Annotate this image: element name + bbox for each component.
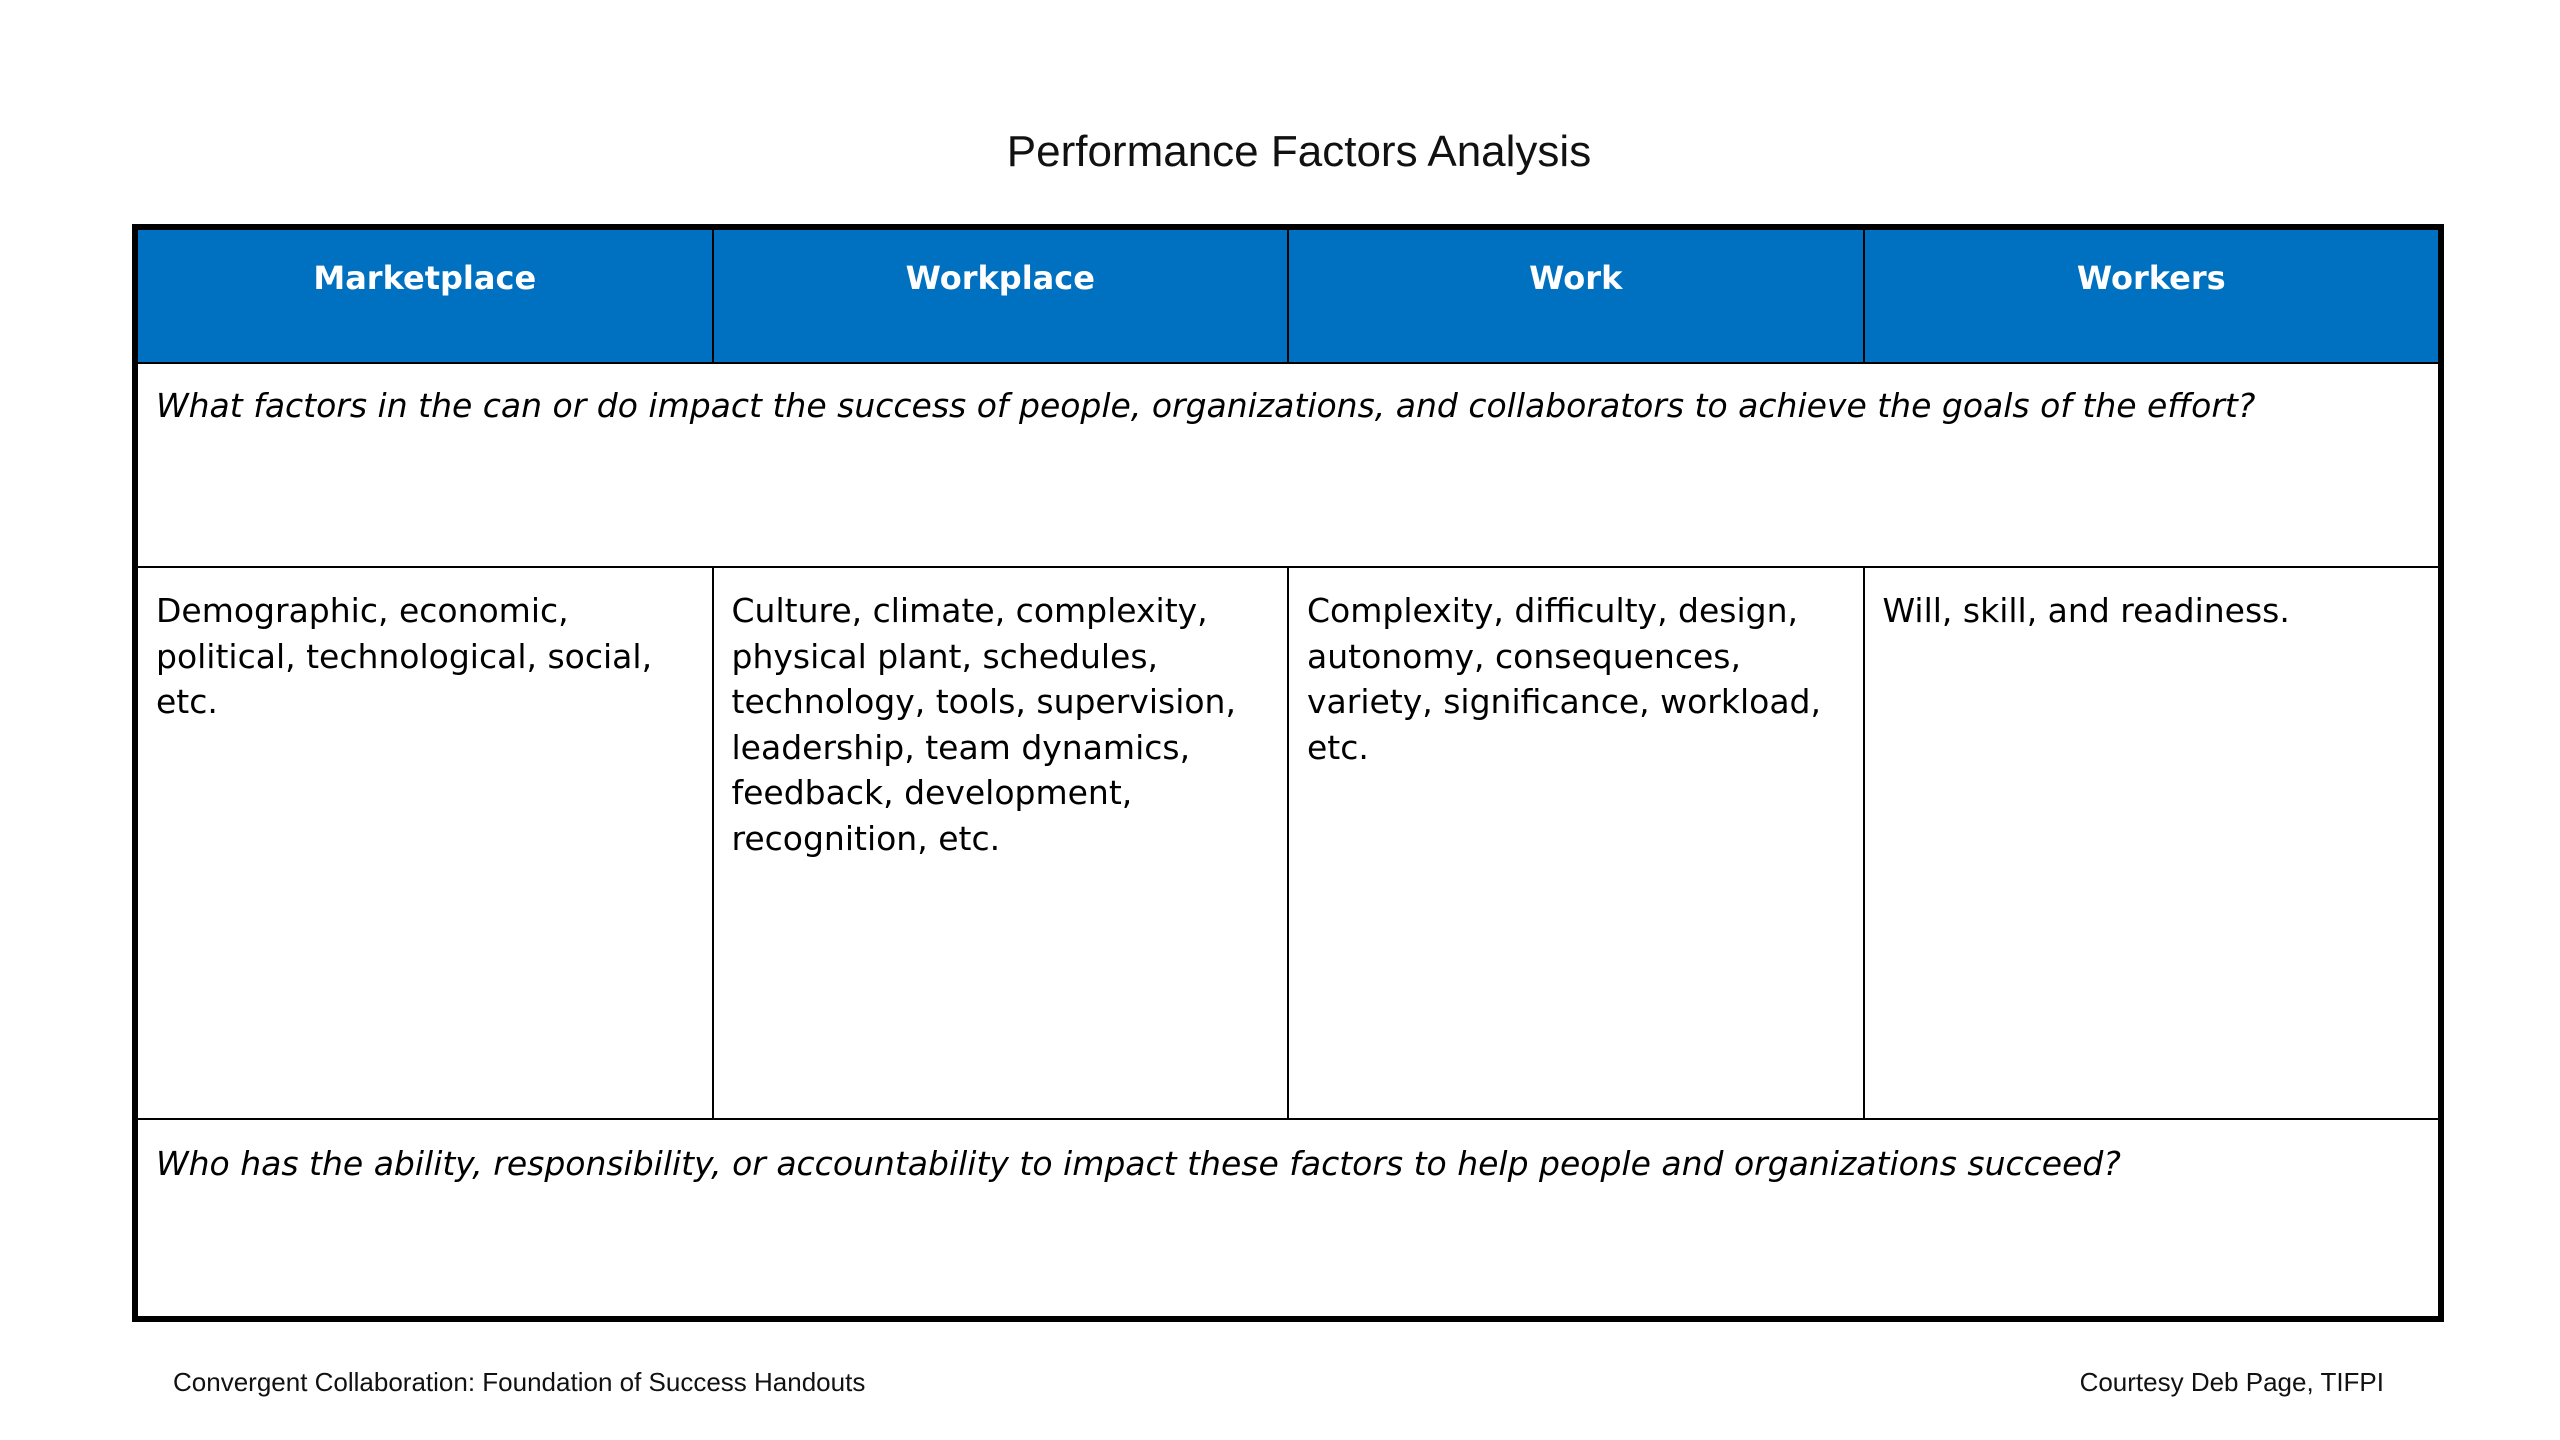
column-header-workers: Workers (2076, 259, 2226, 297)
performance-factors-table (132, 224, 2444, 1322)
marketplace-factors-cell: Demographic, economic, political, technological, social, etc. (138, 568, 714, 1118)
factors-question-row: What factors in the can or do impact the success of people, organizations, and collaborators to achieve the goals of the effort? (138, 364, 2438, 568)
footer-credit: Courtesy Deb Page, TIFPI (2079, 1367, 2384, 1397)
responsibility-question-row: Who has the ability, responsibility, or accountability to impact these factors to help people and organizations succeed? (156, 1144, 2121, 1183)
page-title: Performance Factors Analysis (1006, 127, 1592, 176)
table-header-row (138, 230, 2438, 364)
footer-source: Convergent Collaboration: Foundation of Success Handouts (173, 1367, 866, 1397)
workplace-factors-cell: Culture, climate, complexity, physical plant, schedules, technology, tools, supervision, leadership, team dynamics, feedback, development, recognition, etc. (714, 568, 1290, 1118)
work-factors-cell: Complexity, difficulty, design, autonomy, consequences, variety, significance, workload, etc. (1289, 568, 1865, 1118)
workers-factors-cell: Will, skill, and readiness. (1882, 591, 2290, 630)
column-header-workplace: Workplace (714, 230, 1290, 362)
column-header-work: Work (1289, 230, 1865, 362)
column-header-marketplace: Marketplace (138, 230, 714, 362)
factors-row (138, 568, 2438, 1120)
